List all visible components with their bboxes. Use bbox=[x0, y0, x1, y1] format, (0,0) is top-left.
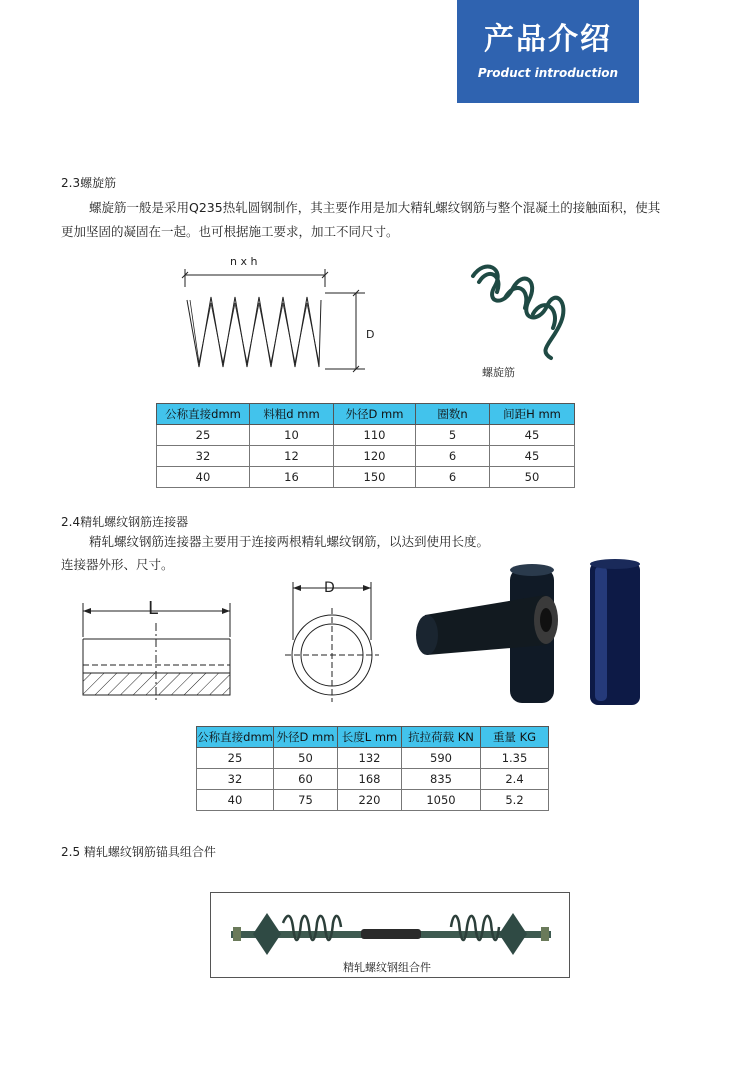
section-2-3-paragraph-line1: 螺旋筋一般是采用Q235热轧圆钢制作，其主要作用是加大精轧螺纹钢筋与整个混凝土的接触面积，使其 bbox=[89, 200, 661, 215]
table-row bbox=[157, 446, 575, 467]
table-cell: 45 bbox=[490, 425, 575, 446]
table-cell: 60 bbox=[274, 769, 338, 790]
table-header-row bbox=[157, 404, 575, 425]
table-cell: 32 bbox=[197, 769, 274, 790]
connector-photo-t bbox=[416, 564, 558, 703]
table-header-cell: 公称直接dmm bbox=[197, 727, 274, 748]
table-cell: 40 bbox=[157, 467, 250, 488]
assembly-figure-frame bbox=[210, 892, 570, 978]
spiral-coil-photo bbox=[465, 258, 575, 368]
table-header-cell: 重量 KG bbox=[481, 727, 549, 748]
section-2-4-heading: 2.4精轧螺纹钢筋连接器 bbox=[61, 515, 189, 529]
table-cell: 25 bbox=[197, 748, 274, 769]
table-cell: 168 bbox=[338, 769, 402, 790]
table-cell: 1050 bbox=[402, 790, 481, 811]
table-row bbox=[197, 748, 549, 769]
spiral-top-dimension-label: n x h bbox=[230, 255, 258, 268]
table-cell: 40 bbox=[197, 790, 274, 811]
table-header-cell: 长度L mm bbox=[338, 727, 402, 748]
table-cell: 120 bbox=[334, 446, 416, 467]
section-2-4-paragraph-line1: 精轧螺纹钢筋连接器主要用于连接两根精轧螺纹钢筋，以达到使用长度。 bbox=[89, 534, 490, 549]
table-cell: 150 bbox=[334, 467, 416, 488]
connector-spec-table bbox=[196, 726, 549, 811]
table-header-cell: 间距H mm bbox=[490, 404, 575, 425]
table-cell: 25 bbox=[157, 425, 250, 446]
table-header-cell: 料粗d mm bbox=[250, 404, 334, 425]
connector-photos bbox=[415, 560, 665, 710]
table-cell: 110 bbox=[334, 425, 416, 446]
table-row bbox=[197, 769, 549, 790]
table-cell: 1.35 bbox=[481, 748, 549, 769]
table-header-cell: 公称直接dmm bbox=[157, 404, 250, 425]
table-header-cell: 抗拉荷载 KN bbox=[402, 727, 481, 748]
table-header-cell: 外径D mm bbox=[274, 727, 338, 748]
table-cell: 2.4 bbox=[481, 769, 549, 790]
table-header-cell: 外径D mm bbox=[334, 404, 416, 425]
table-cell: 6 bbox=[416, 467, 490, 488]
table-cell: 32 bbox=[157, 446, 250, 467]
table-cell: 132 bbox=[338, 748, 402, 769]
table-row bbox=[157, 425, 575, 446]
spiral-diameter-label: D bbox=[366, 328, 375, 341]
table-header-row bbox=[197, 727, 549, 748]
banner-subtitle: Product introduction bbox=[477, 66, 619, 80]
spiral-spec-table bbox=[156, 403, 575, 488]
table-cell: 50 bbox=[274, 748, 338, 769]
table-cell: 220 bbox=[338, 790, 402, 811]
table-cell: 10 bbox=[250, 425, 334, 446]
spiral-drawing bbox=[175, 255, 375, 380]
table-cell: 590 bbox=[402, 748, 481, 769]
table-cell: 75 bbox=[274, 790, 338, 811]
section-2-3-heading: 2.3螺旋筋 bbox=[61, 176, 117, 190]
connector-diameter-label: D bbox=[324, 580, 335, 596]
table-cell: 5 bbox=[416, 425, 490, 446]
table-header-cell: 圈数n bbox=[416, 404, 490, 425]
spiral-photo-caption: 螺旋筋 bbox=[482, 366, 515, 379]
section-2-4-paragraph-line2: 连接器外形、尺寸。 bbox=[61, 557, 174, 572]
table-cell: 835 bbox=[402, 769, 481, 790]
table-cell: 6 bbox=[416, 446, 490, 467]
banner-title: 产品介绍 bbox=[484, 22, 612, 57]
table-cell: 12 bbox=[250, 446, 334, 467]
section-2-3-paragraph-line2: 更加坚固的凝固在一起。也可根据施工要求，加工不同尺寸。 bbox=[61, 224, 399, 239]
table-cell: 50 bbox=[490, 467, 575, 488]
connector-photo-straight bbox=[590, 559, 640, 705]
table-row bbox=[157, 467, 575, 488]
table-row bbox=[197, 790, 549, 811]
connector-end-drawing bbox=[283, 580, 383, 700]
header-banner bbox=[457, 0, 639, 103]
table-cell: 16 bbox=[250, 467, 334, 488]
table-cell: 45 bbox=[490, 446, 575, 467]
table-cell: 5.2 bbox=[481, 790, 549, 811]
section-2-5-heading: 2.5 精轧螺纹钢筋锚具组合件 bbox=[61, 845, 216, 859]
connector-length-label: L bbox=[148, 598, 159, 619]
assembly-caption: 精轧螺纹钢组合件 bbox=[343, 961, 431, 974]
